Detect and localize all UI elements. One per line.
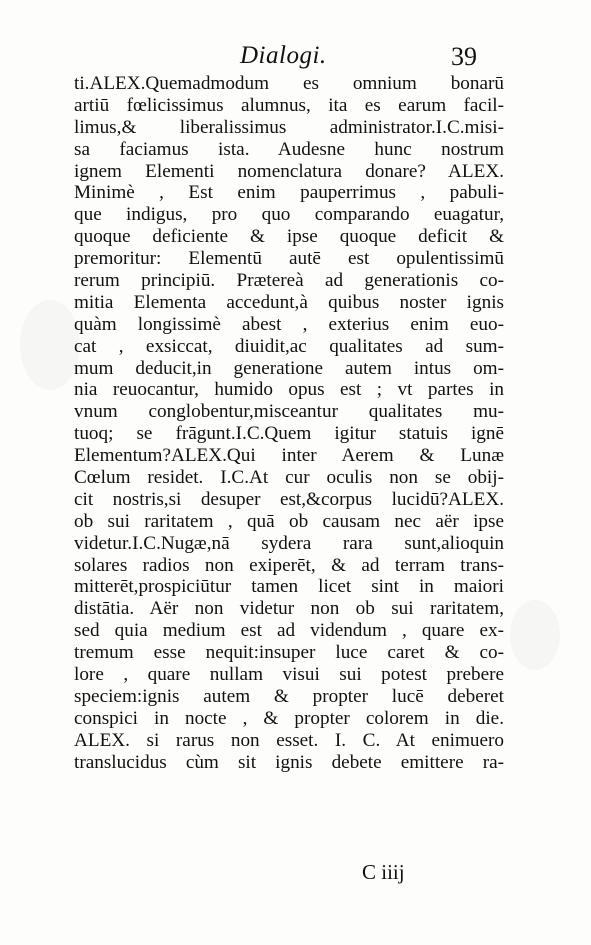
text-line: artiū fœlicissimus alumnus, ita es earum facil- <box>74 94 504 116</box>
text-line: conspici in nocte , & propter colorem in die. <box>74 707 504 729</box>
paper-stain <box>20 300 80 390</box>
text-line: ob sui raritatem , quā ob causam nec aër ipse <box>74 510 504 532</box>
text-line: ALEX. si rarus non esset. I. C. At enimuero <box>74 729 504 751</box>
text-line: quàm longissimè abest , exterius enim euo- <box>74 313 504 335</box>
text-line: mitterēt,prospiciūtur tamen licet sint in maiori <box>74 576 504 598</box>
text-line: sed quia medium est ad videndum , quare ex- <box>74 620 504 642</box>
text-line: rerum principiū. Prætereà ad generationis co- <box>74 270 504 292</box>
text-line: cit nostris,si desuper est,&corpus lucidū?ALEX. <box>74 488 504 510</box>
text-line: limus,& liberalissimus administrator.I.C.misi- <box>74 116 504 138</box>
text-line: mitia Elementa accedunt,à quibus noster ignis <box>74 291 504 313</box>
text-line: sa faciamus ista. Audesne hunc nostrum <box>74 138 504 160</box>
text-line: vnum conglobentur,misceantur qualitates mu- <box>74 401 504 423</box>
page-number: 39 <box>451 42 477 71</box>
text-line: distātia. Aër non videtur non ob sui raritatem, <box>74 598 504 620</box>
text-line: nia reuocantur, humido opus est ; vt partes in <box>74 379 504 401</box>
text-line: translucidus cùm sit ignis debete emittere ra- <box>74 751 504 773</box>
text-line: quoque deficiente & ipse quoque deficit & <box>74 226 504 248</box>
text-line: lore , quare nullam visui sui potest prebere <box>74 664 504 686</box>
paper-stain <box>510 600 560 670</box>
running-head <box>0 42 591 72</box>
text-line: tremum esse nequit:insuper luce caret & co- <box>74 642 504 664</box>
body-text <box>74 73 504 774</box>
text-line: mum deducit,in generatione autem intus om- <box>74 357 504 379</box>
text-line: videtur.I.C.Nugæ,nā sydera rara sunt,alioquin <box>74 532 504 554</box>
text-line: Elementum?ALEX.Qui inter Aerem & Lunæ <box>74 445 504 467</box>
text-line: cat , exsiccat, diuidit,ac qualitates ad sum- <box>74 335 504 357</box>
text-line: que indigus, pro quo comparando euagatur, <box>74 204 504 226</box>
text-line: Minimè , Est enim pauperrimus , pabuli- <box>74 182 504 204</box>
text-line: premoritur: Elementū autē est opulentissimū <box>74 248 504 270</box>
text-line: ti.ALEX.Quemadmodum es omnium bonarū <box>74 73 504 94</box>
running-head-title: Dialogi. <box>240 42 327 69</box>
signature-mark: C iiij <box>362 860 405 884</box>
text-line: Cœlum residet. I.C.At cur oculis non se obij- <box>74 467 504 489</box>
text-line: ignem Elementi nomenclatura donare? ALEX. <box>74 160 504 182</box>
text-line: speciem:ignis autem & propter lucē deberet <box>74 685 504 707</box>
text-line: tuoq; se frāgunt.I.C.Quem igitur statuis ignē <box>74 423 504 445</box>
text-line: solares radios non exiperēt, & ad terram trans- <box>74 554 504 576</box>
